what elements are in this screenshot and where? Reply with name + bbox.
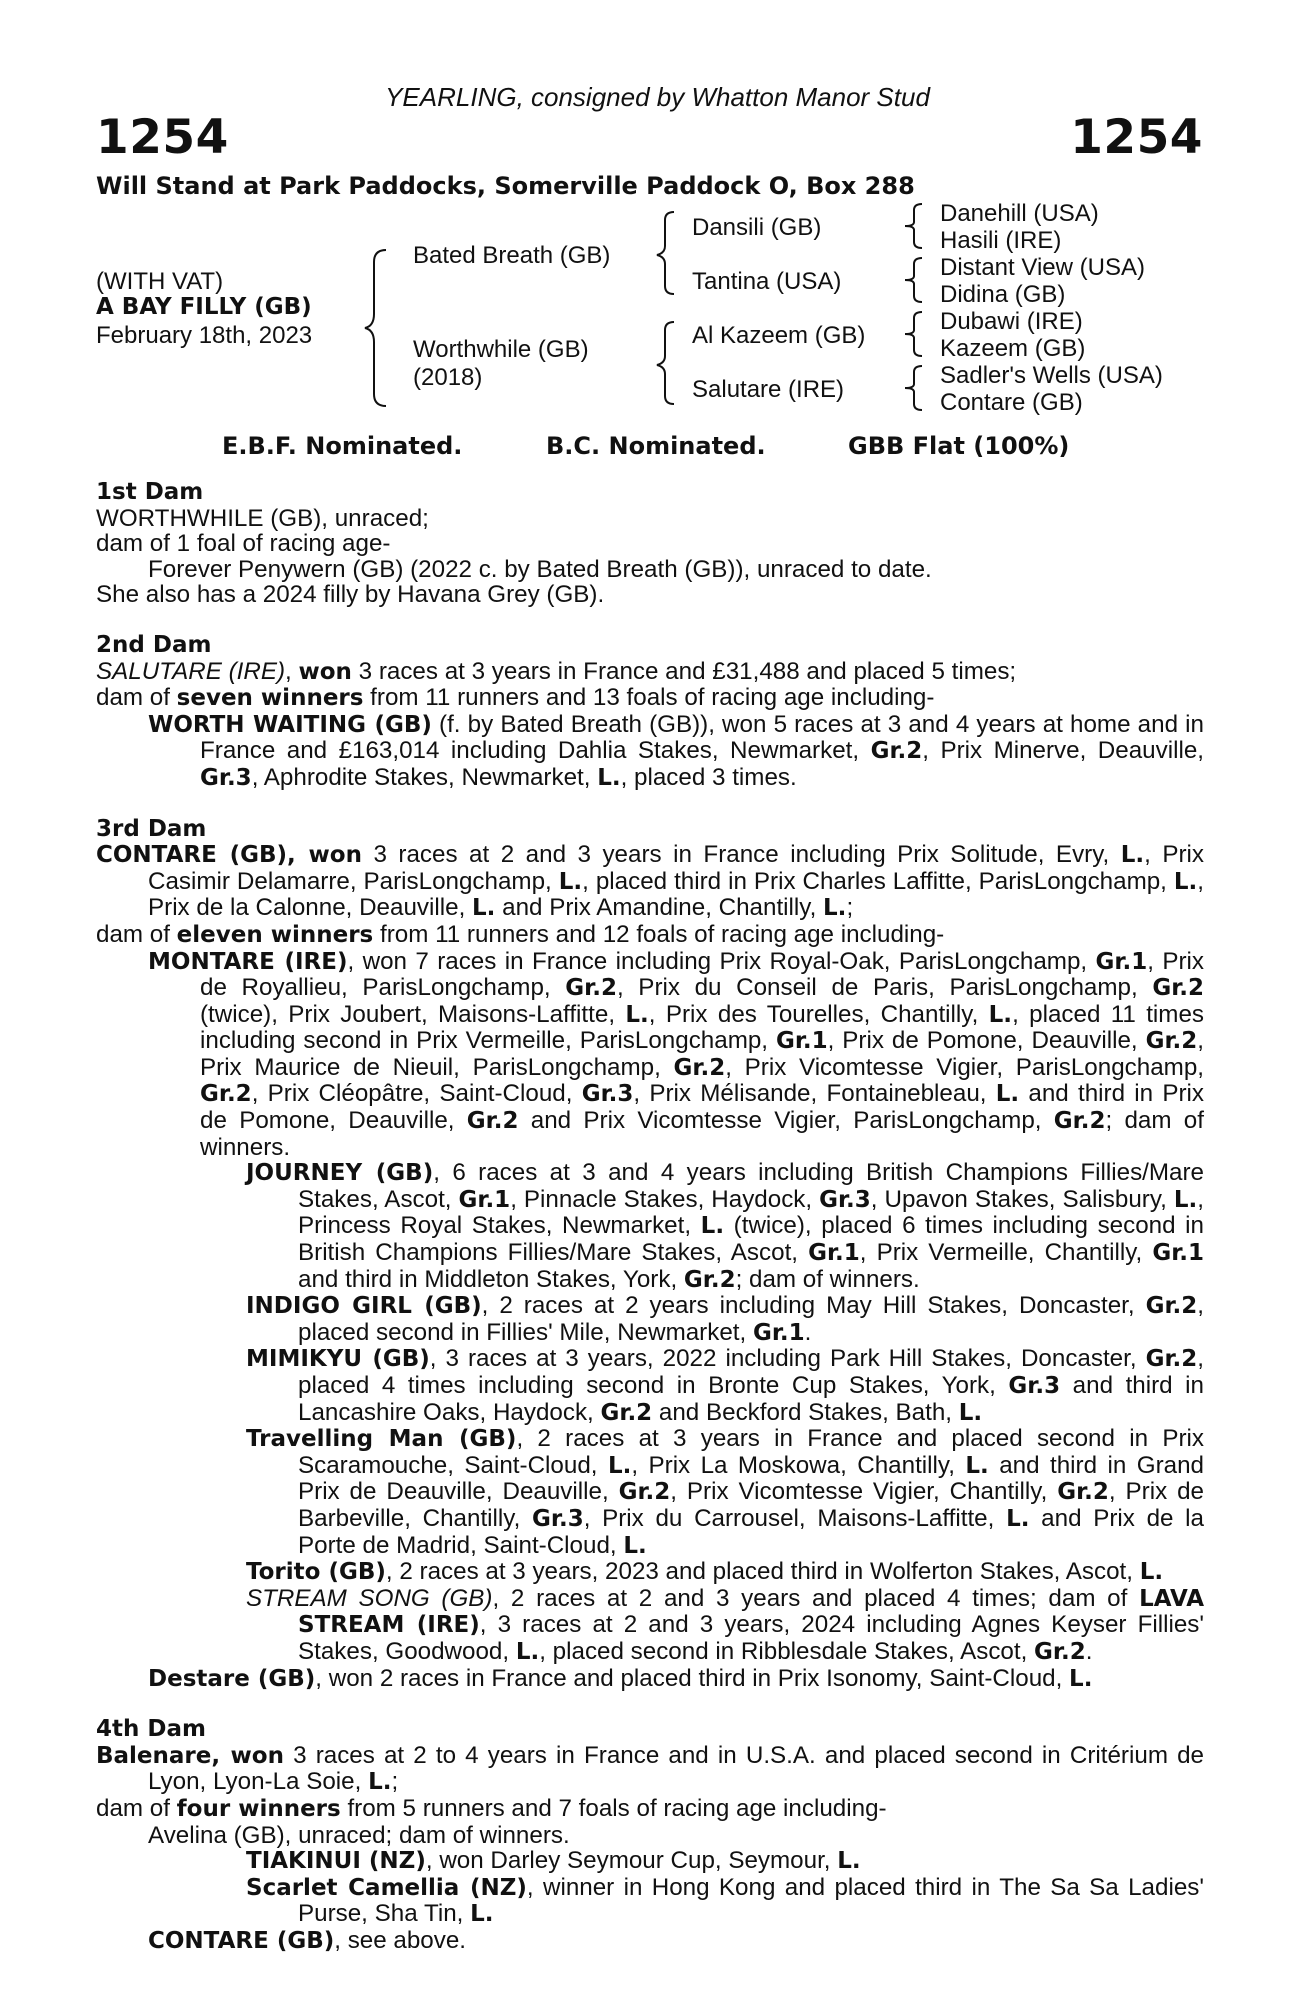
dam-sire: Al Kazeem (GB) — [692, 322, 866, 349]
gen3-4: Didina (GB) — [940, 281, 1066, 308]
gen3-1: Danehill (USA) — [940, 200, 1099, 227]
third-dam-heading: 3rd Dam — [96, 815, 207, 842]
second-dam-produce: dam of seven winners from 11 runners and 13 foals of racing age including- — [96, 684, 935, 712]
third-dam-record: CONTARE (GB), won 3 races at 2 and 3 years in France including Prix Solitude, Evry, L., Prix Casimir Delamarre, ParisLongchamp, L., placed third in Prix Charles Laffitte, ParisLongchamp, L., Prix de la Calonne, Deauville, L. and Prix Amandine, Chantilly, L.; — [96, 841, 1205, 922]
consignment-line: YEARLING, consigned by Whatton Manor Stud — [385, 82, 930, 112]
produce-entry: Torito (GB), 2 races at 3 years, 2023 and placed third in Wolferton Stakes, Ascot, L. — [246, 1558, 1164, 1586]
gen3-brace-3 — [900, 310, 926, 358]
sire-dam: Tantina (USA) — [692, 268, 842, 295]
bc-nomination: B.C. Nominated. — [546, 432, 766, 460]
gen3-6: Kazeem (GB) — [940, 335, 1086, 362]
produce-entry: Destare (GB), won 2 races in France and placed third in Prix Isonomy, Saint-Cloud, L. — [148, 1664, 1093, 1692]
gen3-8: Contare (GB) — [940, 389, 1083, 416]
third-dam-section — [96, 817, 1204, 1693]
produce-entry: JOURNEY (GB), 6 races at 3 and 4 years including British Champions Fillies/Mare Stakes, Ascot, Gr.1, Pinnacle Stakes, Haydock, Gr.3, Upavon Stakes, Salisbury, L., Princess Royal Stakes, Newmarket, L. (twice), placed 6 times including second in British Champions Fillies/Mare Stakes, Ascot, Gr.1, Prix Vermeille, Chantilly, Gr.1 and third in Middleton Stakes, York, Gr.2; dam of winners. — [246, 1159, 1205, 1293]
fourth-dam-produce: dam of four winners from 5 runners and 7 foals of racing age including- — [96, 1794, 887, 1822]
fourth-dam-heading: 4th Dam — [96, 1716, 206, 1743]
first-dam-produce: Forever Penywern (GB) (2022 c. by Bated Breath (GB)), unraced to date. — [148, 555, 932, 583]
second-dam-section — [96, 633, 1204, 792]
dam-dam: Salutare (IRE) — [692, 376, 845, 403]
produce-entry: INDIGO GIRL (GB), 2 races at 2 years including May Hill Stakes, Doncaster, Gr.2, placed second in Fillies' Mile, Newmarket, Gr.1. — [246, 1292, 1204, 1346]
dam-brace — [654, 320, 678, 406]
sire-sire: Dansili (GB) — [692, 214, 822, 241]
dam: Worthwhile (GB) — [413, 336, 589, 363]
gen3-7: Sadler's Wells (USA) — [940, 362, 1163, 389]
gbb-flat: GBB Flat (100%) — [848, 432, 1070, 460]
produce-entry: WORTH WAITING (GB) (f. by Bated Breath (GB)), won 5 races at 3 and 4 years at home and in France and £163,014 including Dahlia Stakes, Newmarket, Gr.2, Prix Minerve, Deauville, Gr.3, Aphrodite Stakes, Newmarket, L., placed 3 times. — [148, 710, 1204, 791]
foaling-date: February 18th, 2023 — [96, 322, 313, 349]
produce-entry: Travelling Man (GB), 2 races at 3 years in France and placed second in Prix Scaramouche, Saint-Cloud, L., Prix La Moskowa, Chantilly, L. and third in Grand Prix de Deauville, Deauville, Gr.2, Prix Vicomtesse Vigier, Chantilly, Gr.2, Prix de Barbeville, Chantilly, Gr.3, Prix du Carrousel, Maisons-Laffitte, L. and Prix de la Porte de Madrid, Saint-Cloud, L. — [246, 1425, 1204, 1559]
produce-entry: MIMIKYU (GB), 3 races at 3 years, 2022 including Park Hill Stakes, Doncaster, Gr.2, placed 4 times including second in Bronte Cup Stakes, York, Gr.3 and third in Lancashire Oaks, Haydock, Gr.2 and Beckford Stakes, Bath, L. — [246, 1345, 1205, 1426]
third-dam-produce: dam of eleven winners from 11 runners and 12 foals of racing age including- — [96, 920, 945, 948]
produce-entry: TIAKINUI (NZ), won Darley Seymour Cup, Seymour, L. — [246, 1847, 861, 1875]
gen3-brace-1 — [900, 202, 926, 250]
catalogue-body — [96, 480, 1204, 1979]
main-brace — [362, 248, 392, 408]
sire: Bated Breath (GB) — [413, 242, 611, 269]
first-dam-line: dam of 1 foal of racing age- — [96, 530, 391, 558]
produce-entry: Avelina (GB), unraced; dam of winners. — [148, 1821, 570, 1849]
gen3-3: Distant View (USA) — [940, 254, 1145, 281]
ebf-nomination: E.B.F. Nominated. — [222, 432, 463, 460]
fourth-dam-record: Balenare, won 3 races at 2 to 4 years in France and in U.S.A. and placed second in Critérium de Lyon, Lyon-La Soie, L.; — [96, 1741, 1204, 1796]
gen3-brace-4 — [900, 364, 926, 412]
produce-entry: CONTARE (GB), see above. — [148, 1926, 467, 1954]
dam-year: (2018) — [413, 364, 483, 391]
gen3-brace-2 — [900, 256, 926, 304]
second-dam-heading: 2nd Dam — [96, 631, 212, 658]
gen3-5: Dubawi (IRE) — [940, 308, 1083, 335]
fourth-dam-section — [96, 1717, 1204, 1954]
lot-name: A BAY FILLY (GB) — [96, 294, 312, 320]
second-dam-record: SALUTARE (IRE), won 3 races at 3 years in France and £31,488 and placed 5 times; — [96, 657, 1017, 685]
first-dam-section — [96, 480, 1204, 608]
produce-entry: MONTARE (IRE), won 7 races in France including Prix Royal-Oak, ParisLongchamp, Gr.1, Prix de Royallieu, ParisLongchamp, Gr.2, Prix du Conseil de Paris, ParisLongchamp, Gr.2 (twice), Prix Joubert, Maisons-Laffitte, L., Prix des Tourelles, Chantilly, L., placed 11 times including second in Prix Vermeille, ParisLongchamp, Gr.1, Prix de Pomone, Deauville, Gr.2, Prix Maurice de Nieuil, ParisLongchamp, Gr.2, Prix Vicomtesse Vigier, ParisLongchamp, Gr.2, Prix Cléopâtre, Saint-Cloud, Gr.3, Prix Mélisande, Fontainebleau, L. and third in Prix de Pomone, Deauville, Gr.2 and Prix Vicomtesse Vigier, ParisLongchamp, Gr.2; dam of winners. — [148, 947, 1204, 1161]
gen3-2: Hasili (IRE) — [940, 227, 1062, 254]
first-dam-line: WORTHWHILE (GB), unraced; — [96, 504, 429, 532]
lot-number-right: 1254 — [1070, 110, 1203, 165]
produce-entry: Scarlet Camellia (NZ), winner in Hong Kong and placed third in The Sa Sa Ladies' Purse, Sha Tin, L. — [246, 1873, 1204, 1928]
sire-brace — [654, 210, 678, 296]
lot-number-left: 1254 — [96, 110, 229, 165]
stand-location: Will Stand at Park Paddocks, Somerville Paddock O, Box 288 — [96, 172, 915, 200]
first-dam-line: She also has a 2024 filly by Havana Grey (GB). — [96, 581, 605, 609]
vat-note: (WITH VAT) — [96, 268, 224, 295]
first-dam-heading: 1st Dam — [96, 479, 204, 505]
produce-entry: STREAM SONG (GB), 2 races at 2 and 3 years and placed 4 times; dam of LAVA STREAM (IRE), 3 races at 2 and 3 years, 2024 including Agnes Keyser Fillies' Stakes, Goodwood, L., placed second in Ribblesdale Stakes, Ascot, Gr.2. — [246, 1584, 1205, 1665]
